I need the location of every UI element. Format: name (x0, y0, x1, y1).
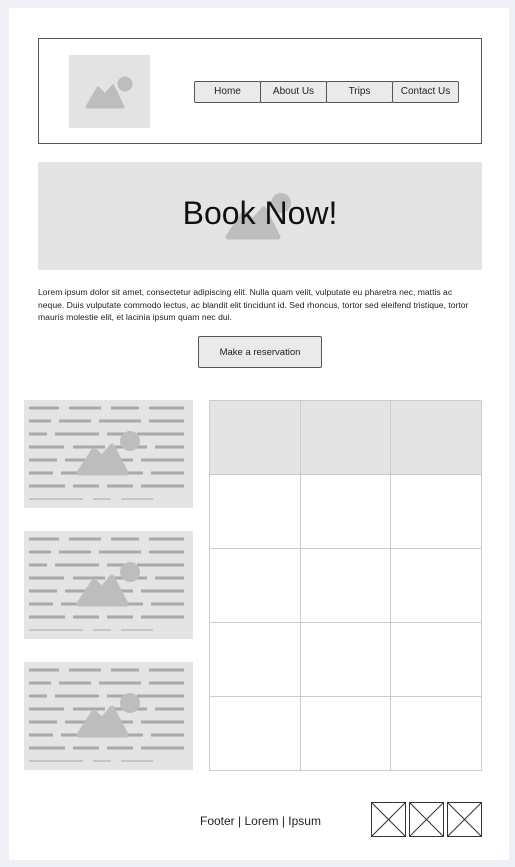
content-card-1 (24, 400, 193, 508)
hero-banner (38, 162, 482, 270)
grid-cell (300, 475, 391, 549)
social-link-1[interactable] (371, 802, 406, 837)
image-icon (69, 55, 150, 128)
grid-cell (210, 475, 301, 549)
grid-row (210, 623, 482, 697)
main-nav (194, 81, 458, 103)
grid-cell (391, 401, 482, 475)
image-placeholder-icon (372, 803, 405, 836)
grid-row (210, 549, 482, 623)
header (38, 38, 482, 144)
grid-cell (391, 475, 482, 549)
grid-cell (210, 623, 301, 697)
nav-trips-button[interactable]: Trips (326, 81, 393, 103)
grid-cell (300, 697, 391, 771)
grid-cell (210, 401, 301, 475)
grid-row (210, 475, 482, 549)
image-placeholder-icon (448, 803, 481, 836)
content-card-2 (24, 531, 193, 639)
image-icon (74, 690, 146, 740)
make-reservation-button[interactable]: Make a reservation (198, 336, 322, 368)
social-link-3[interactable] (447, 802, 482, 837)
image-placeholder-icon (410, 803, 443, 836)
grid-cell (210, 549, 301, 623)
image-icon (74, 559, 146, 609)
grid-cell (300, 549, 391, 623)
hero-title: Book Now! (182, 195, 338, 231)
grid-cell (210, 697, 301, 771)
grid-header-row (210, 401, 482, 475)
grid-cell (391, 549, 482, 623)
grid-cell (391, 623, 482, 697)
grid-cell (391, 697, 482, 771)
image-icon (74, 428, 146, 478)
footer-text: Footer | Lorem | Ipsum (200, 814, 321, 828)
logo-image-placeholder (69, 55, 150, 128)
data-grid (209, 400, 482, 771)
page (9, 8, 509, 860)
content-card-3 (24, 662, 193, 770)
social-link-2[interactable] (409, 802, 444, 837)
grid-cell (300, 401, 391, 475)
grid-cell (300, 623, 391, 697)
intro-paragraph: Lorem ipsum dolor sit amet, consectetur adipiscing elit. Nulla quam velit, vulputate eu pharetra nec, mattis ac neque. Duis vulputate commodo lectus, ac blandit elit tincidunt id. Sed rhoncus, tortor sed eleifend tristique, tortor mauris molestie elit, et lacinia ipsum quam nec dui. (38, 287, 469, 323)
grid-row (210, 697, 482, 771)
nav-about-us-button[interactable]: About Us (260, 81, 327, 103)
nav-contact-us-button[interactable]: Contact Us (392, 81, 459, 103)
nav-home-button[interactable]: Home (194, 81, 261, 103)
